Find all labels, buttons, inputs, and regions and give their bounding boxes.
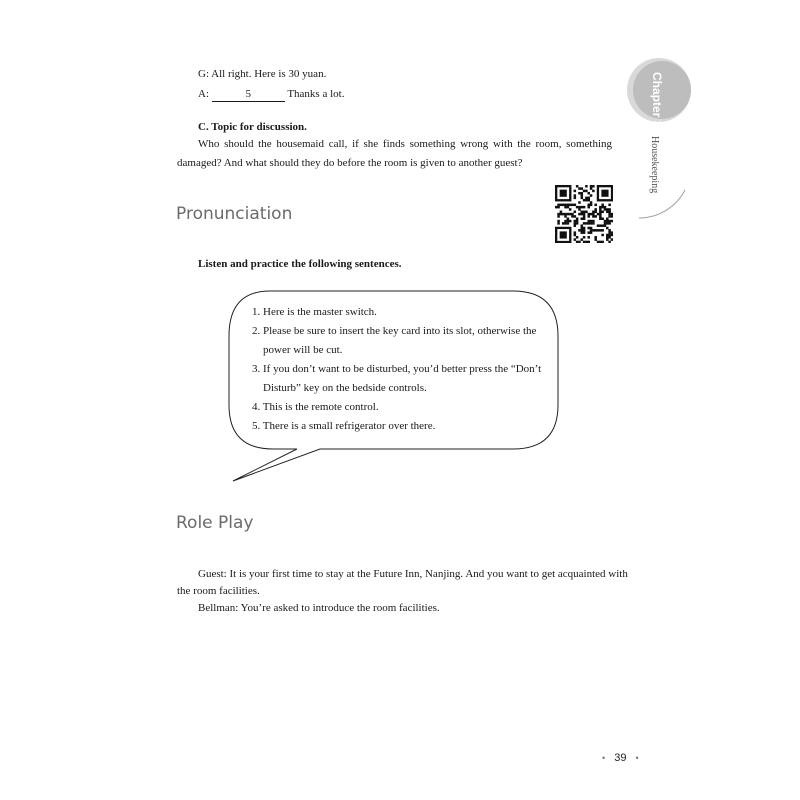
guest-line-1: Guest: It is your first time to stay at the Future Inn, Nanjing. And you want to get acquainted with <box>198 568 628 580</box>
speaker-label: A: <box>198 88 209 100</box>
list-item: 2. Please be sure to insert the key card into its slot, otherwise the power will be cut. <box>252 325 537 356</box>
fill-blank: 5 <box>212 88 285 102</box>
discussion-text: Who should the housemaid call, if she finds something wrong with the room, something damaged? And what should they do before the room is given to another guest? <box>177 138 612 169</box>
decorative-arc <box>639 190 685 218</box>
list-item: 4. This is the remote control. <box>252 401 379 413</box>
chapter-label: Chapter 3 <box>650 72 664 128</box>
sentence-list <box>252 303 544 436</box>
bellman-line: Bellman: You’re asked to introduce the room facilities. <box>198 602 440 614</box>
dialogue-line-a <box>198 86 344 102</box>
list-item: 3. If you don’t want to be disturbed, you’d better press the “Don’t Disturb” key on the bedside controls. <box>252 363 542 394</box>
footer-dot-right: • <box>635 753 639 763</box>
guest-line-2: the room facilities. <box>177 585 260 597</box>
discussion-title: C. Topic for discussion. <box>198 121 307 133</box>
dialogue-line-g: G: All right. Here is 30 yuan. <box>198 68 327 80</box>
page-number: 39 <box>614 752 627 764</box>
footer-dot-left: • <box>602 753 606 763</box>
page-footer <box>602 752 639 764</box>
pronunciation-heading: Pronunciation <box>176 204 293 224</box>
qr-code-graphic <box>555 185 613 243</box>
qr-code[interactable] <box>555 185 613 243</box>
role-play-heading: Role Play <box>176 513 254 533</box>
list-item: 1. Here is the master switch. <box>252 306 377 318</box>
chapter-tab <box>627 58 697 228</box>
list-item: 5. There is a small refrigerator over there. <box>252 420 436 432</box>
pronunciation-instruction: Listen and practice the following sentences. <box>198 258 402 270</box>
subject-label: Housekeeping <box>649 136 660 194</box>
dialogue-rest: Thanks a lot. <box>287 88 345 100</box>
